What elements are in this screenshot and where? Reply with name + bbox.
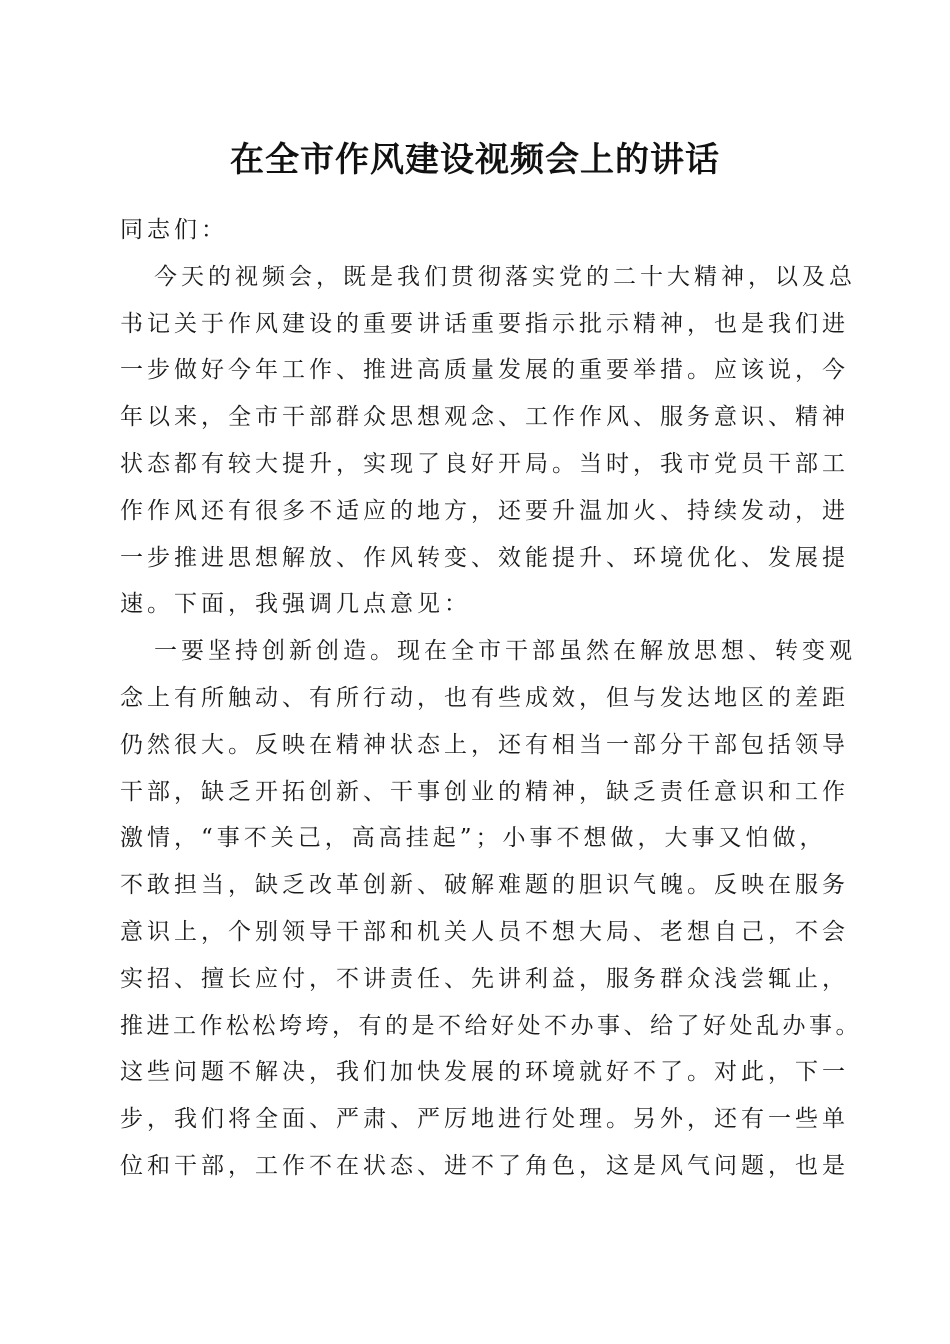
text-line: 一步做好今年工作、推进高质量发展的重要举措。应该说，今 xyxy=(120,357,849,384)
text-line: 不敢担当，缺乏改革创新、破解难题的胆识气魄。反映在服务 xyxy=(120,872,849,899)
text-line: 念上有所触动、有所行动，也有些成效，但与发达地区的差距 xyxy=(120,684,849,711)
document-body xyxy=(120,207,862,1190)
text-line: 意识上，个别领导干部和机关人员不想大局、老想自己，不会 xyxy=(120,918,849,945)
document-title: 在全市作风建设视频会上的讲话 xyxy=(230,140,720,180)
text-line: 速。下面，我强调几点意见： xyxy=(120,591,471,618)
text-line: 激情，“事不关己，高高挂起”；小事不想做，大事又怕做， xyxy=(120,825,827,852)
text-line: 这些问题不解决，我们加快发展的环境就好不了。对此，下一 xyxy=(120,1059,849,1086)
text-line: 实招、擅长应付，不讲责任、先讲利益，服务群众浅尝辄止， xyxy=(120,965,849,992)
text-line: 年以来，全市干部群众思想观念、工作作风、服务意识、精神 xyxy=(120,404,849,431)
text-line: 位和干部，工作不在状态、进不了角色，这是风气问题，也是 xyxy=(120,1152,849,1179)
text-line: 步，我们将全面、严肃、严厉地进行处理。另外，还有一些单 xyxy=(120,1106,849,1133)
text-line: 仍然很大。反映在精神状态上，还有相当一部分干部包括领导 xyxy=(120,731,849,758)
text-line: 干部，缺乏开拓创新、干事创业的精神，缺乏责任意识和工作 xyxy=(120,778,849,805)
text-line: 一步推进思想解放、作风转变、效能提升、环境优化、发展提 xyxy=(120,544,849,571)
text-line: 作作风还有很多不适应的地方，还要升温加火、持续发动，进 xyxy=(120,497,849,524)
text-line: 一要坚持创新创造。现在全市干部虽然在解放思想、转变观 xyxy=(154,638,856,665)
text-line: 同志们： xyxy=(120,217,228,243)
text-line: 书记关于作风建设的重要讲话重要指示批示精神，也是我们进 xyxy=(120,310,849,337)
text-line: 状态都有较大提升，实现了良好开局。当时，我市党员干部工 xyxy=(120,450,849,477)
text-line: 今天的视频会，既是我们贯彻落实党的二十大精神，以及总 xyxy=(154,263,856,290)
text-line: 推进工作松松垮垮，有的是不给好处不办事、给了好处乱办事。 xyxy=(120,1012,862,1039)
